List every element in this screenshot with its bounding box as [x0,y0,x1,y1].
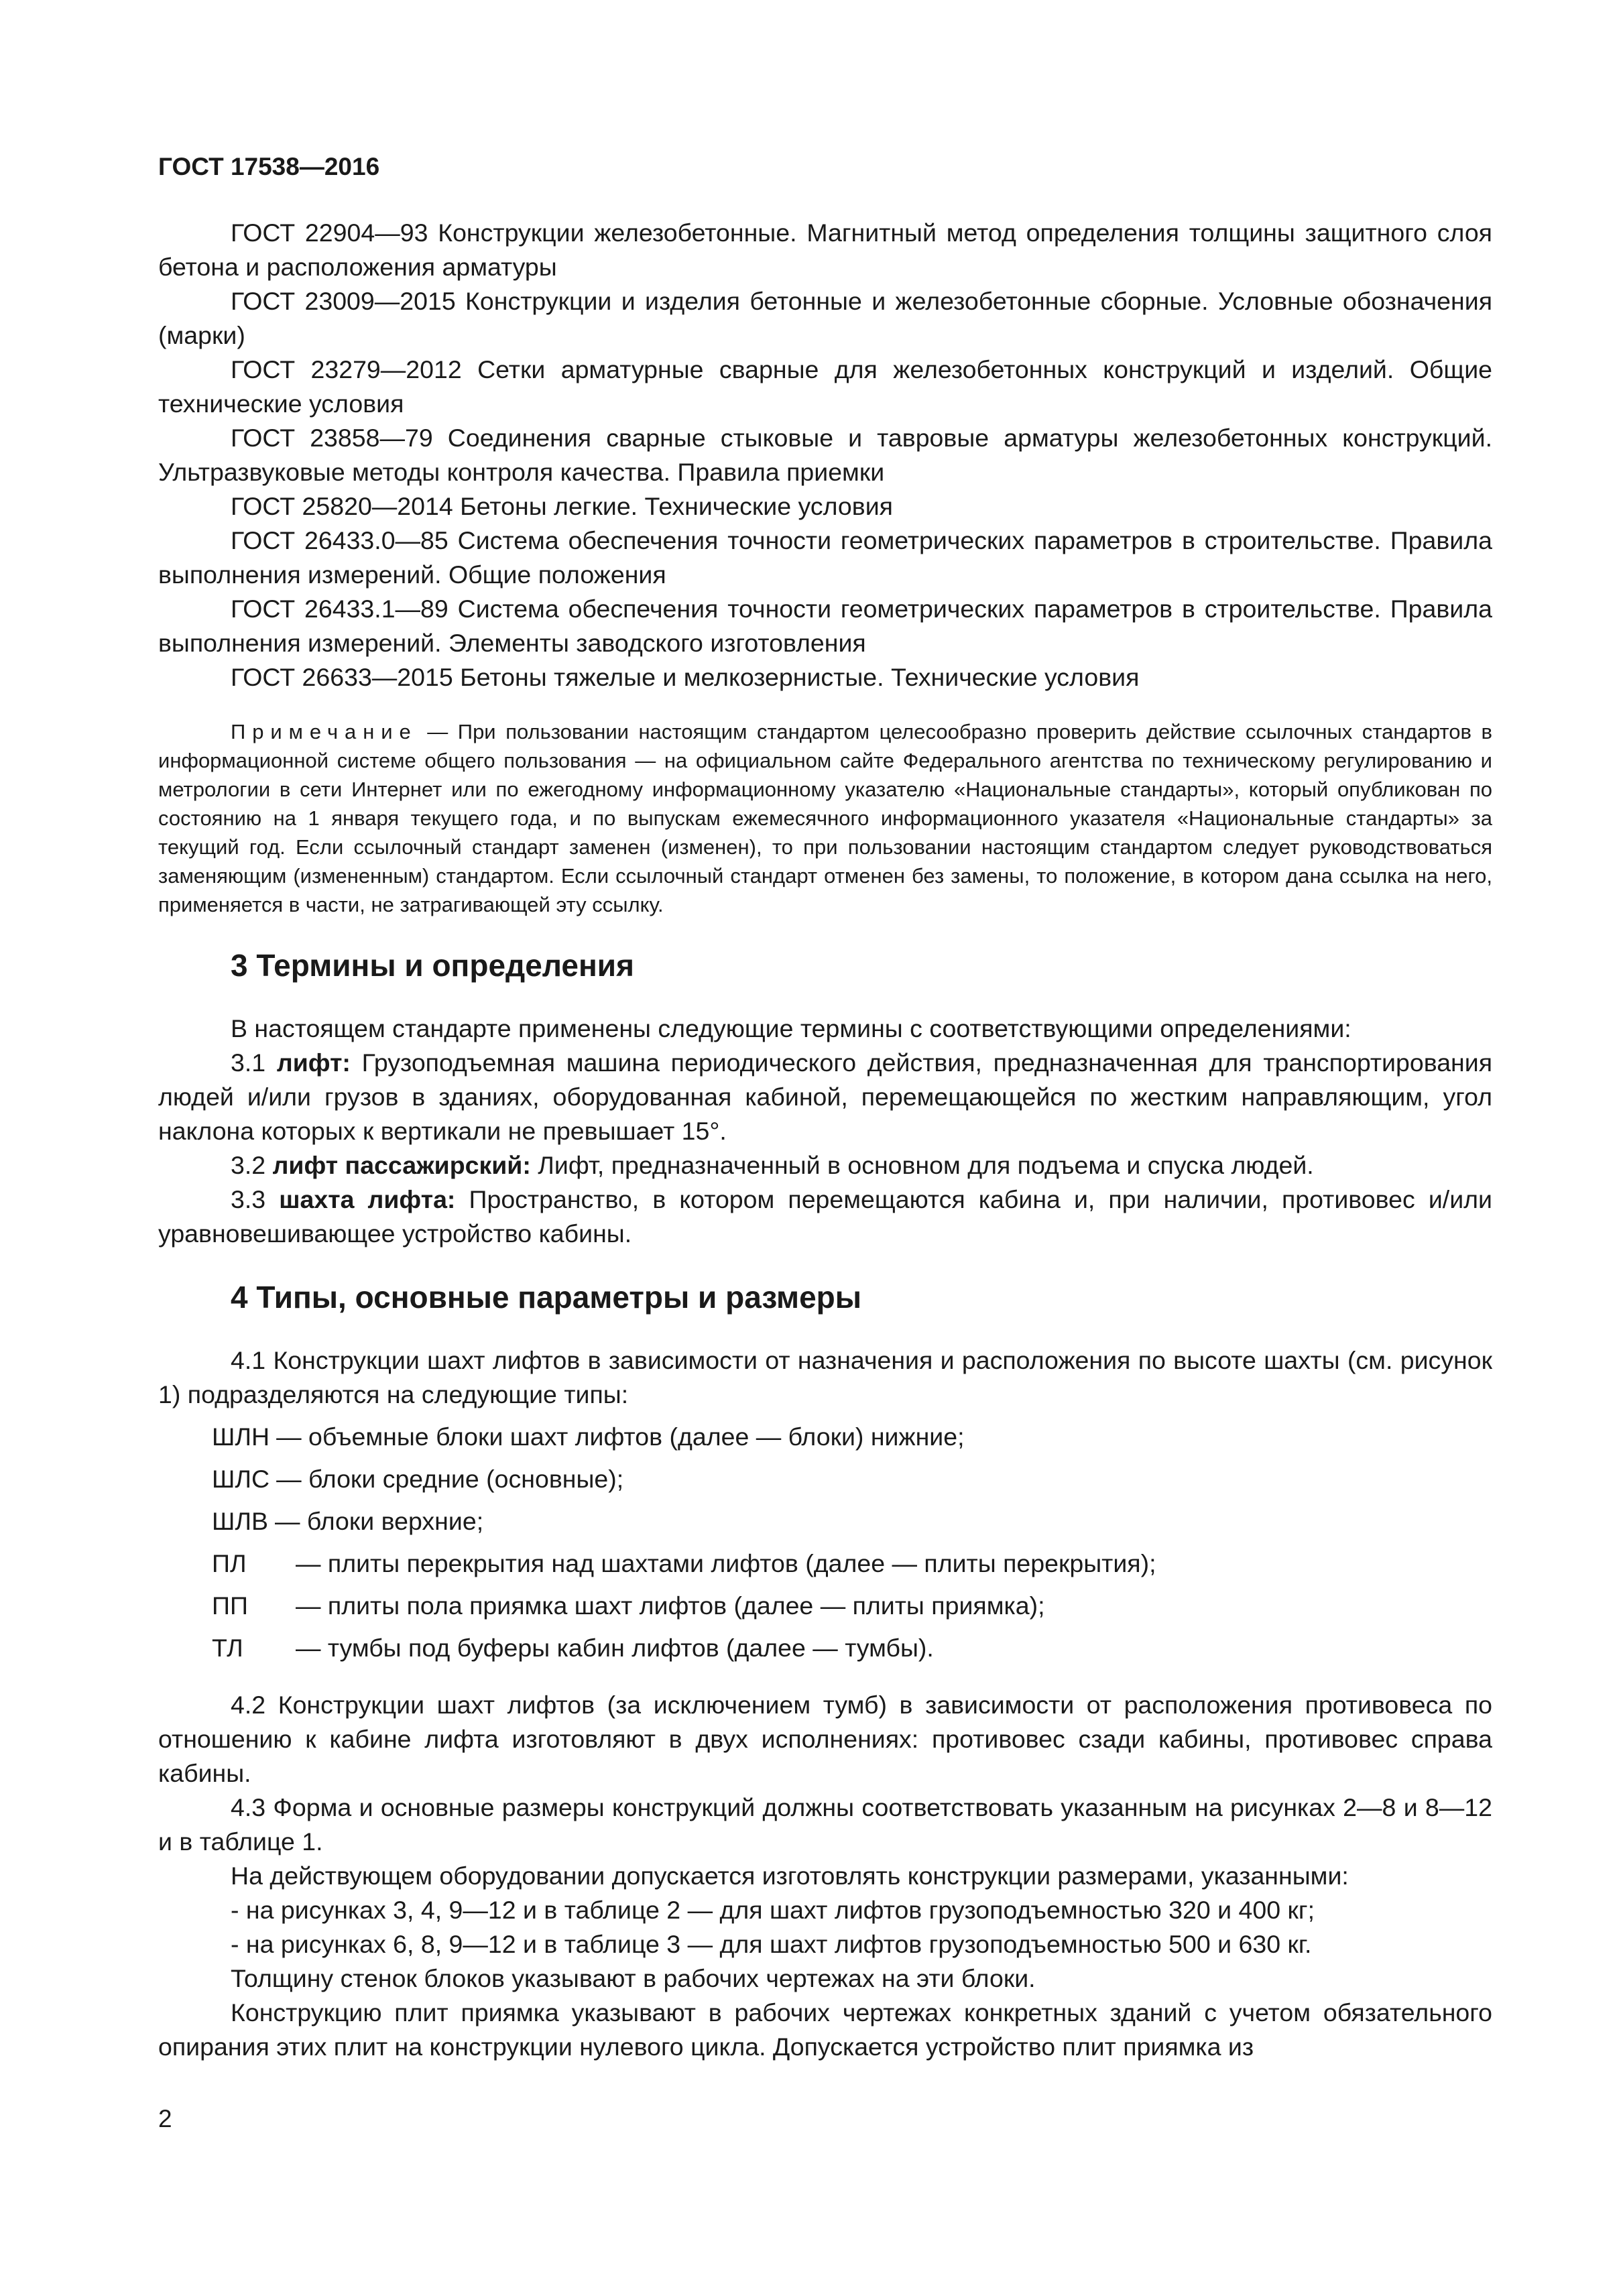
type-description: — блоки верхние; [275,1507,484,1535]
paragraph-4-2: 4.2 Конструкции шахт лифтов (за исключением тумб) в зависимости от расположения противовеса по отношению к кабине лифта изготовляют в двух исполнениях: противовес сзади кабины, противовес справа кабины. [158,1691,1492,1787]
type-item [158,1462,1492,1504]
paragraph-4-1: 4.1 Конструкции шахт лифтов в зависимости от назначения и расположения по высоте шахты (см. рисунок 1) подразделяются на следующие типы: [158,1346,1492,1408]
note-paragraph [158,717,1492,919]
paragraph-pit-slabs: Конструкцию плит приямка указывают в рабочих чертежах конкретных зданий с учетом обязательного опирания этих плит на конструкции нулевого цикла. Допускается устройство плит приямка из [158,1998,1492,2061]
reference-item: ГОСТ 23858—79 Соединения сварные стыковые и тавровые арматуры железобетонных конструкций. Ультразвуковые методы контроля качества. Правила приемки [158,424,1492,486]
type-item [158,1504,1492,1547]
reference-item: ГОСТ 22904—93 Конструкции железобетонные. Магнитный метод определения толщины защитного слоя бетона и расположения арматуры [158,219,1492,281]
reference-item: ГОСТ 23279—2012 Сетки арматурные сварные для железобетонных конструкций и изделий. Общие технические условия [158,355,1492,418]
main-text [158,216,1492,2064]
type-item [158,1420,1492,1462]
reference-item: ГОСТ 26433.1—89 Система обеспечения точности геометрических параметров в строительстве. Правила выполнения измерений. Элементы заводского изготовления [158,595,1492,657]
type-code: ШЛС [212,1465,270,1493]
section-4-title: 4 Типы, основные параметры и размеры [231,1280,862,1315]
type-description: — плиты перекрытия над шахтами лифтов (далее — плиты перекрытия); [296,1549,1156,1577]
page-number: 2 [158,2105,172,2132]
section-3-intro: В настоящем стандарте применены следующие термины с соответствующими определениями: [231,1014,1351,1042]
term-number: 3.3 [231,1185,266,1213]
note-label: Примечание [231,720,418,743]
reference-item: ГОСТ 23009—2015 Конструкции и изделия бетонные и железобетонные сборные. Условные обозначения (марки) [158,287,1492,349]
term-name: лифт: [276,1048,351,1077]
term-definition: Грузоподъемная машина периодического действия, предназначенная для транспортирования людей и/или грузов в зданиях, оборудованная кабиной, перемещающейся по жестким направляющим, угол наклона которых к вертикали не превышает 15°. [158,1048,1493,1145]
type-description: — объемные блоки шахт лифтов (далее — блоки) нижние; [276,1423,965,1451]
type-code: ТЛ [212,1634,243,1662]
type-code: ПП [212,1591,248,1620]
type-item [158,1631,1492,1673]
paragraph-wall-thickness: Толщину стенок блоков указывают в рабочих чертежах на эти блоки. [231,1964,1036,1992]
term-definition: Пространство, в котором перемещаются кабина и, при наличии, противовес и/или уравновешивающее устройство кабины. [158,1185,1492,1248]
type-code: ПЛ [212,1549,247,1577]
section-3-title: 3 Термины и определения [231,948,634,983]
paragraph-equipment: На действующем оборудовании допускается изготовлять конструкции размерами, указанными: [231,1862,1349,1890]
term-definition: Лифт, предназначенный в основном для подъема и спуска людей. [538,1151,1314,1179]
type-description: — блоки средние (основные); [276,1465,624,1493]
term-number: 3.1 [231,1048,266,1077]
type-item [158,1589,1492,1631]
paragraph-4-3: 4.3 Форма и основные размеры конструкций должны соответствовать указанным на рисунках 2—8 и 8—12 и в таблице 1. [158,1793,1492,1856]
bullet-320-400: - на рисунках 3, 4, 9—12 и в таблице 2 — для шахт лифтов грузоподъемностью 320 и 400 кг; [231,1896,1315,1924]
term-name: лифт пассажирский: [272,1151,531,1179]
type-item [158,1547,1492,1589]
term-number: 3.2 [231,1151,266,1179]
reference-item: ГОСТ 26633—2015 Бетоны тяжелые и мелкозернистые. Технические условия [231,663,1140,691]
term-3-2 [158,1148,1492,1183]
type-description: — плиты пола приямка шахт лифтов (далее — плиты приямка); [296,1591,1045,1620]
document-header: ГОСТ 17538—2016 [158,153,380,180]
normative-references [158,216,1492,694]
types-list [158,1420,1492,1673]
type-description: — тумбы под буферы кабин лифтов (далее — тумбы). [296,1634,934,1662]
term-3-3 [158,1183,1492,1251]
type-code: ШЛН [212,1423,270,1451]
reference-item: ГОСТ 26433.0—85 Система обеспечения точности геометрических параметров в строительстве. Правила выполнения измерений. Общие положения [158,526,1492,589]
type-code: ШЛВ [212,1507,268,1535]
term-3-1 [158,1046,1492,1148]
bullet-500-630: - на рисунках 6, 8, 9—12 и в таблице 3 — для шахт лифтов грузоподъемностью 500 и 630 кг. [231,1930,1312,1958]
reference-item: ГОСТ 25820—2014 Бетоны легкие. Технические условия [231,492,893,520]
note-text: — При пользовании настоящим стандартом целесообразно проверить действие ссылочных стандартов в информационной системе общего пользования — на официальном сайте Федерального агентства по техническому регулированию и метрологии в сети Интернет или по ежегодному информационному указателю «Национальные стандарты», который опубликован по состоянию на 1 января текущего года, и по выпускам ежемесячного информационного указателя «Национальные стандарты» за текущий год. Если ссылочный стандарт заменен (изменен), то при пользовании настоящим стандартом следует руководствоваться заменяющим (измененным) стандартом. Если ссылочный стандарт отменен без замены, то положение, в котором дана ссылка на него, применяется в части, не затрагивающей эту ссылку. [158,720,1492,916]
term-name: шахта лифта: [279,1185,456,1213]
